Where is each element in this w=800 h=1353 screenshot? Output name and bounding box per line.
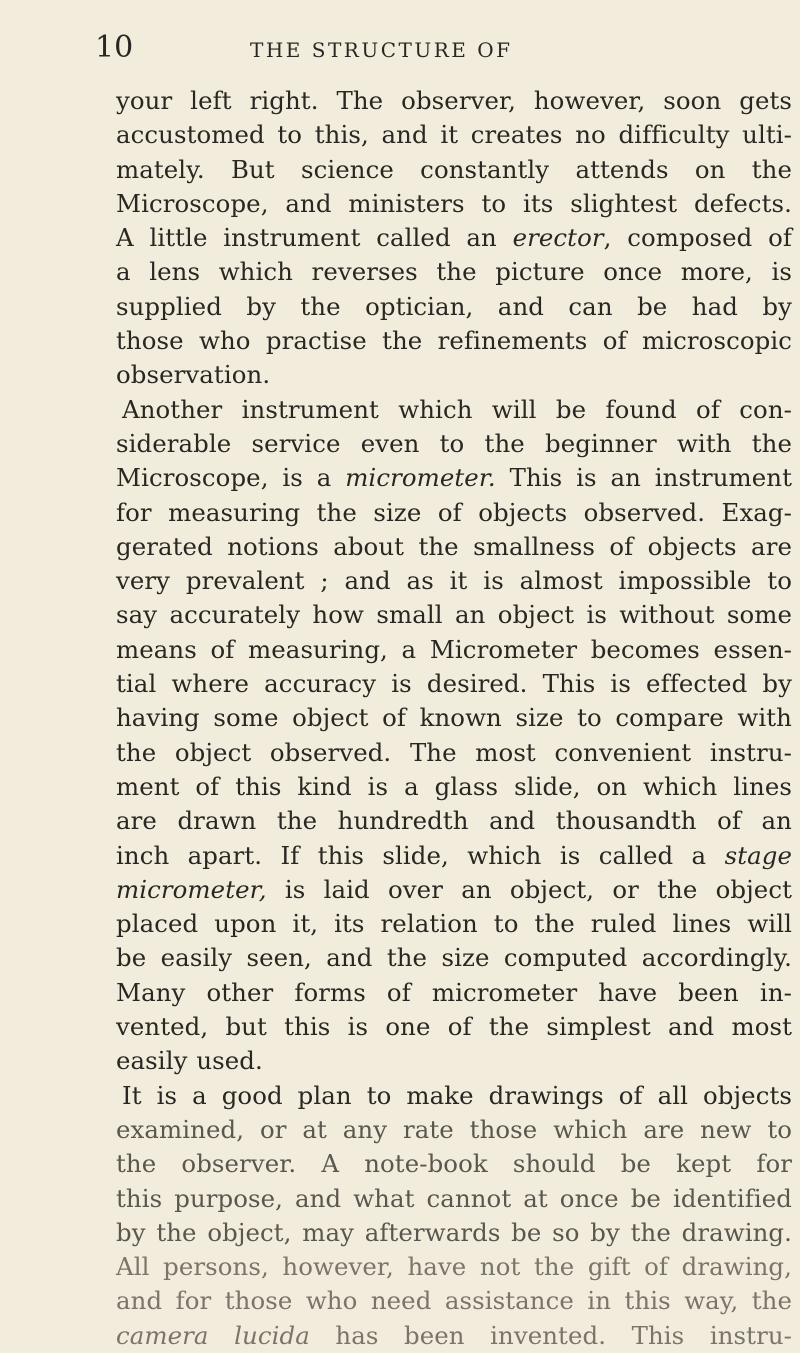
text-line: It is a good plan to make drawings of all objects (122, 1080, 792, 1110)
text-line: for measuring the size of objects observed. Exag- (116, 497, 792, 527)
text-line: and for those who need assistance in this way, the (116, 1286, 792, 1316)
text-line: say accurately how small an object is without some (116, 600, 792, 630)
page-header (0, 30, 800, 70)
text-line: siderable service even to the beginner with the (116, 428, 792, 458)
text-line: ment of this kind is a glass slide, on which lines (116, 771, 792, 801)
text-line: Another instrument which will be found of con- (122, 394, 792, 424)
text-line: examined, or at any rate those which are new to (116, 1114, 792, 1144)
text-line: the object observed. The most convenient instru- (116, 737, 792, 767)
text-line: Microscope, and ministers to its slightest defects. (116, 188, 792, 218)
text-line: placed upon it, its relation to the ruled lines will (116, 909, 792, 939)
text-line: vented, but this is one of the simplest and most (116, 1012, 792, 1042)
text-line: gerated notions about the smallness of objects are (116, 531, 792, 561)
text-line: All persons, however, have not the gift of drawing, (116, 1252, 792, 1282)
running-title: THE STRUCTURE OF (250, 38, 513, 62)
text-line: be easily seen, and the size computed accordingly. (116, 943, 792, 973)
text-line: the observer. A note-book should be kept for (116, 1149, 792, 1179)
text-line: A little instrument called an erector, composed of (116, 223, 792, 253)
text-line: very prevalent ; and as it is almost impossible to (116, 566, 792, 596)
text-line: micrometer, is laid over an object, or the object (116, 874, 792, 904)
text-line: tial where accuracy is desired. This is effected by (116, 669, 792, 699)
text-line: those who practise the refinements of microscopic (116, 326, 792, 356)
text-line: camera lucida has been invented. This instru- (116, 1320, 792, 1350)
text-line: inch apart. If this slide, which is called a stage (116, 840, 792, 870)
text-line: supplied by the optician, and can be had by (116, 291, 792, 321)
text-line: accustomed to this, and it creates no difficulty ulti- (116, 120, 792, 150)
text-line: Microscope, is a micrometer. This is an instrument (116, 463, 793, 493)
text-line: by the object, may afterwards be so by the drawing. (116, 1217, 792, 1247)
text-line: are drawn the hundredth and thousandth of an (116, 806, 792, 836)
page-number: 10 (95, 30, 134, 65)
text-line: mately. But science constantly attends on the (116, 154, 792, 184)
body-text (116, 84, 792, 1353)
text-line: your left right. The observer, however, soon gets (116, 86, 792, 115)
text-line: means of measuring, a Micrometer becomes essen- (116, 634, 792, 664)
text-line: this purpose, and what cannot at once be identified (116, 1183, 792, 1213)
text-line: Many other forms of micrometer have been in- (116, 977, 792, 1007)
text-line: having some object of known size to compare with (116, 703, 792, 733)
text-line: observation. (116, 360, 271, 390)
text-line: easily used. (116, 1046, 263, 1076)
text-line: a lens which reverses the picture once more, is (116, 257, 792, 287)
